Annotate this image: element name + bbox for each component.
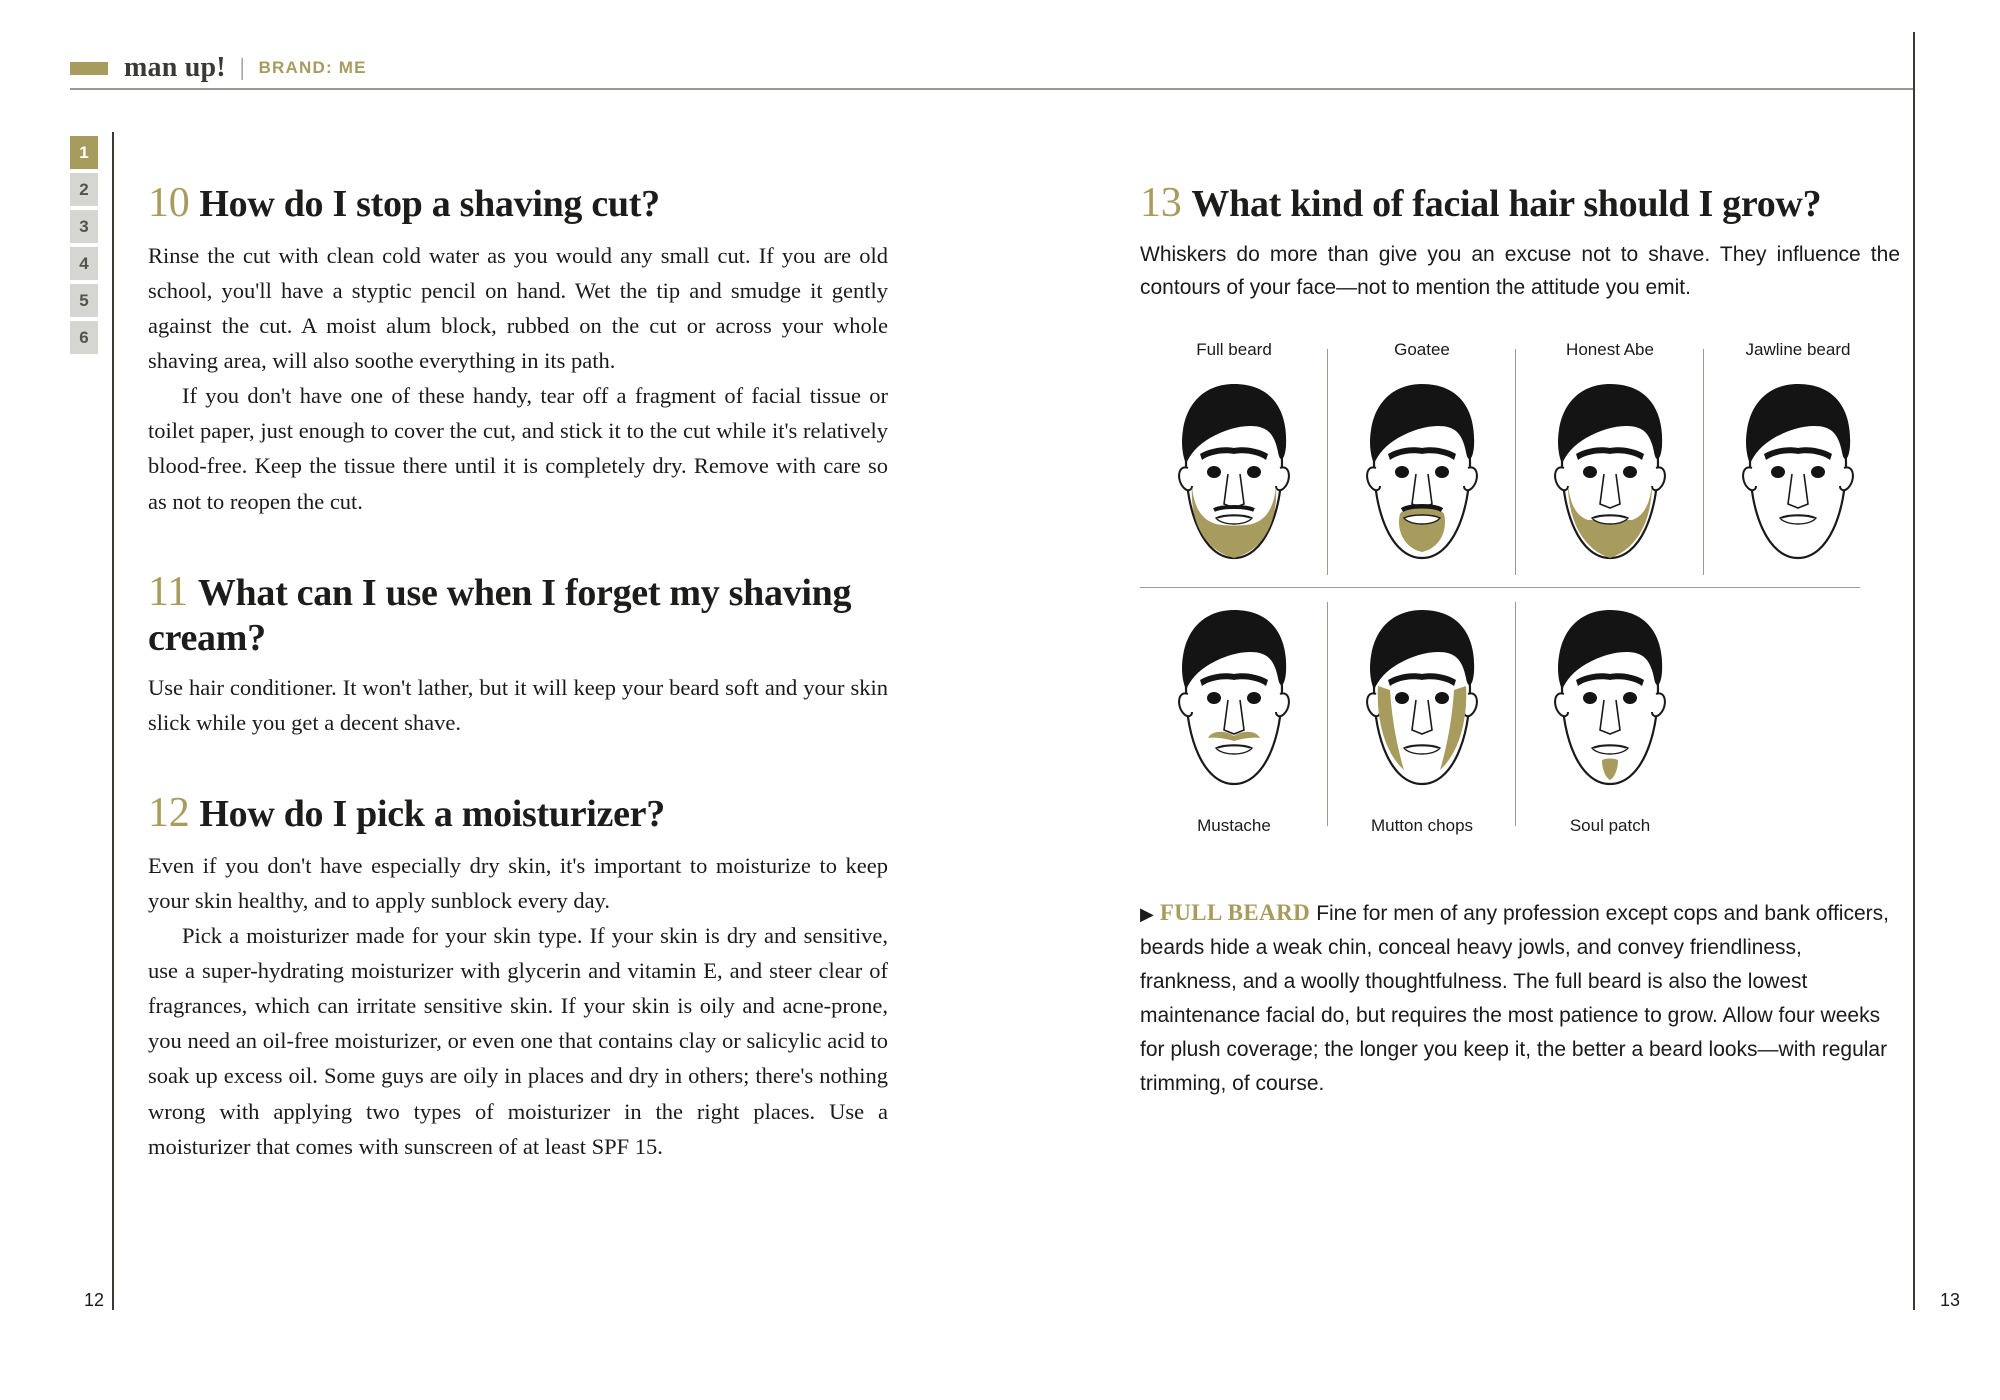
face-label-mustache: Mustache (1197, 816, 1271, 836)
question-heading-13 (1140, 180, 1900, 228)
facial-hair-row-2 (1140, 594, 1892, 834)
facial-hair-figure (1140, 341, 1892, 834)
question-number-10: 10 (148, 180, 190, 226)
chapter-tabs (70, 136, 98, 358)
page-number-left: 12 (84, 1290, 105, 1310)
face-illustration-soul-patch (1530, 594, 1690, 809)
chapter-tab-1[interactable]: 1 (70, 136, 98, 169)
face-card-mutton-chops (1328, 594, 1516, 834)
face-label-jawline-beard: Jawline beard (1745, 340, 1851, 360)
chapter-tab-2[interactable]: 2 (70, 173, 98, 206)
callout-text: Fine for men of any profession except cops and bank officers, beards hide a weak chin, conceal heavy jowls, and convey friendliness, frankness, and a woolly thoughtfulness. The full beard is also the lowest maintenance facial do, but requires the most patience to grow. Allow four weeks for plush coverage; the longer you keep it, the better a beard looks—with regular trimming, of course. (1140, 902, 1889, 1096)
spacer (148, 525, 888, 569)
right-page-rule (1913, 32, 1915, 1310)
left-column-rule (112, 132, 114, 1310)
book-title: man up! (124, 52, 226, 83)
question-text-11: What can I use when I forget my shaving cream? (148, 571, 852, 659)
face-card-mustache (1140, 594, 1328, 834)
face-card-goatee (1328, 341, 1516, 583)
running-header (70, 48, 1915, 88)
section-title: BRAND: ME (258, 58, 367, 77)
question-number-12: 12 (148, 790, 190, 836)
left-page-column (148, 180, 888, 1170)
question-number-13: 13 (1140, 180, 1182, 226)
answer-paragraph: Pick a moisturizer made for your skin type. If your skin is dry and sensitive, use a super-hydrating moisturizer with glycerin and vitamin E, and steer clear of fragrances, which can irritate sensitive skin. If your skin is oily and acne-prone, you need an oil-free moisturizer, or even one that contains clay or salicylic acid to soak up excess oil. Some guys are oily in places and dry in others; there's nothing wrong with applying two types of moisturizer in the right places. Use a moisturizer that comes with sunscreen of at least SPF 15. (148, 923, 888, 1159)
qa-entry-10 (148, 180, 888, 519)
face-label-goatee: Goatee (1394, 340, 1450, 360)
callout-term: FULL BEARD (1159, 900, 1311, 926)
face-illustration-jawline-beard (1718, 368, 1878, 583)
face-card-empty (1704, 594, 1892, 834)
callout-full-beard (1140, 894, 1900, 1101)
answer-paragraph: If you don't have one of these handy, tear off a fragment of facial tissue or toilet paper, just enough to cover the cut, and stick it to the cut while it's relatively blood-free. Keep the tissue there until it is completely dry. Remove with care so as not to reopen the cut. (148, 383, 888, 514)
question-text-10: How do I stop a shaving cut? (199, 183, 660, 225)
header-rule (70, 88, 1915, 90)
spacer (148, 746, 888, 790)
question-heading-10 (148, 180, 888, 228)
right-page-column (1140, 180, 1900, 1122)
question-text-12: How do I pick a moisturizer? (199, 793, 665, 835)
face-label-full-beard: Full beard (1196, 340, 1272, 360)
header-swatch-icon (70, 62, 108, 75)
face-label-honest-abe: Honest Abe (1566, 340, 1654, 360)
answer-paragraph: Rinse the cut with clean cold water as you would any small cut. If you are old school, you'll have a styptic pencil on hand. Wet the tip and smudge it gently against the cut. A moist alum block, rubbed on the cut or across your whole shaving area, will also soothe everything in its path. (148, 242, 888, 374)
face-card-soul-patch (1516, 594, 1704, 834)
answer-paragraph: Use hair conditioner. It won't lather, but it will keep your beard soft and your skin slick while you get a decent shave. (148, 674, 888, 735)
chapter-tab-3[interactable]: 3 (70, 210, 98, 243)
question-heading-12 (148, 790, 888, 838)
chapter-tab-4[interactable]: 4 (70, 247, 98, 280)
question-number-11: 11 (148, 568, 188, 615)
figure-row-divider (1140, 587, 1860, 588)
page-number-right: 13 (1940, 1290, 1961, 1310)
face-label-soul-patch: Soul patch (1569, 816, 1651, 836)
face-label-mutton-chops: Mutton chops (1370, 816, 1474, 836)
question-text-13: What kind of facial hair should I grow? (1191, 183, 1822, 225)
facial-hair-row-1 (1140, 341, 1892, 583)
answer-paragraph: Even if you don't have especially dry skin, it's important to moisturize to keep your skin healthy, and to apply sunblock every day. (148, 852, 888, 913)
chapter-tab-6[interactable]: 6 (70, 321, 98, 354)
triangle-marker-icon: ▶ (1140, 904, 1154, 925)
header-separator: | (239, 54, 245, 81)
qa-entry-11 (148, 569, 888, 740)
face-card-jawline-beard (1704, 341, 1892, 583)
face-illustration-mustache (1154, 594, 1314, 809)
face-illustration-mutton-chops (1342, 594, 1502, 809)
face-illustration-full-beard (1154, 368, 1314, 583)
face-card-full-beard (1140, 341, 1328, 583)
face-card-honest-abe (1516, 341, 1704, 583)
intro-paragraph: Whiskers do more than give you an excuse not to shave. They influence the contours of your face—not to mention the attitude you emit. (1140, 242, 1900, 300)
face-illustration-goatee (1342, 368, 1502, 583)
qa-entry-12 (148, 790, 888, 1164)
face-illustration-honest-abe (1530, 368, 1690, 583)
chapter-tab-5[interactable]: 5 (70, 284, 98, 317)
question-heading-11 (148, 569, 888, 660)
